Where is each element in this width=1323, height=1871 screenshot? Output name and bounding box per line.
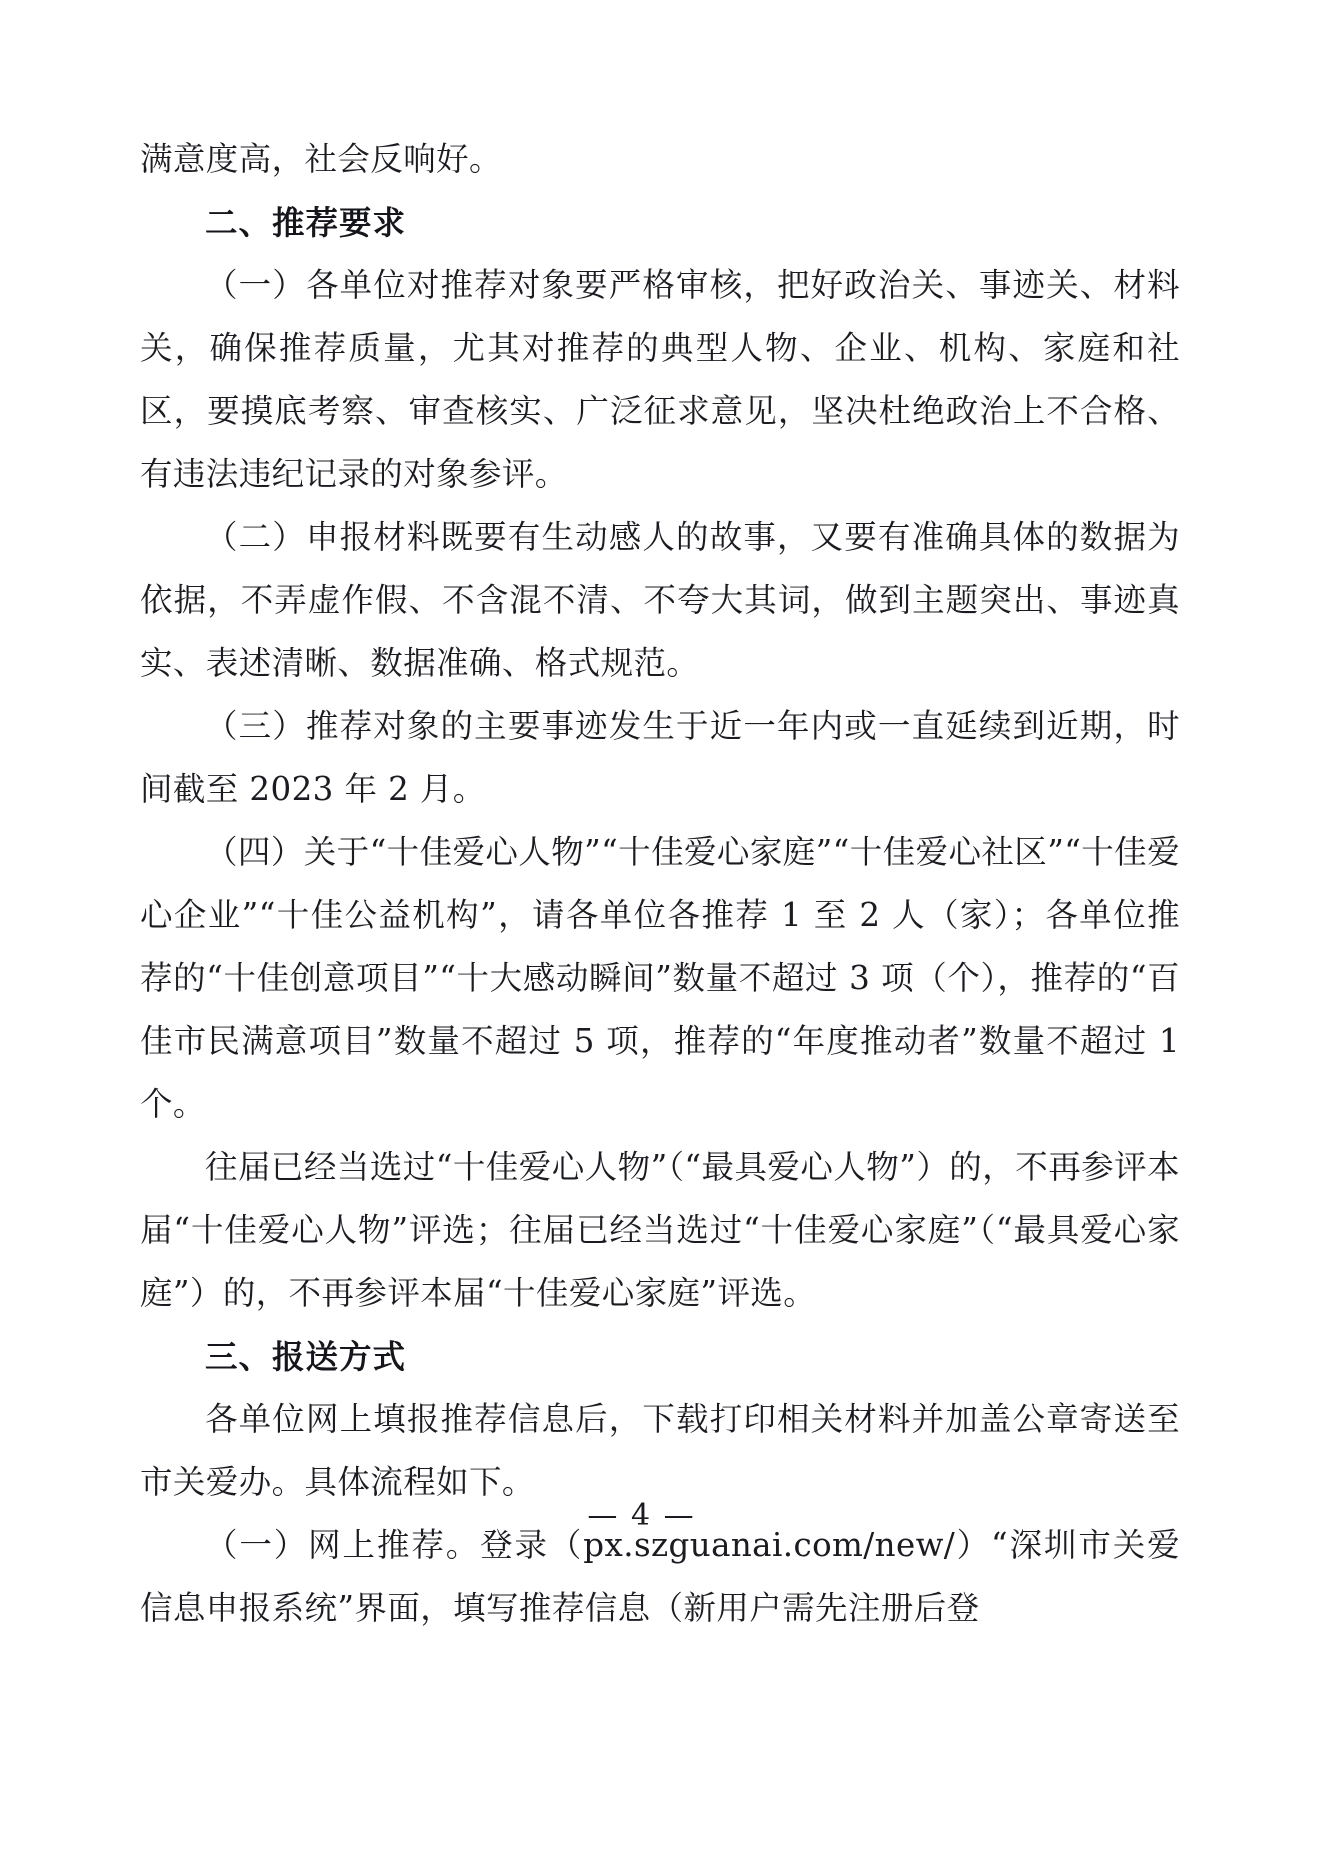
paragraph-continuation: 满意度高，社会反响好。 [140,140,502,178]
page-number-text: — 4 — [587,1498,696,1533]
paragraph-item-4: （四）关于“十佳爱心人物”“十佳爱心家庭”“十佳爱心社区”“十佳爱心企业”“十佳公益机构”，请各单位各推荐 1 至 2 人（家）；各单位推荐的“十佳创意项目”“十大感动瞬间”数量不超过 3 项（个），推荐的“百佳市民满意项目”数量不超过 5 项，推荐的“年度推动者”数量不超过 1 个。 [140,833,1180,1123]
page-number [0,1498,1323,1533]
paragraph-item-2: （二）申报材料既要有生动感人的故事，又要有准确具体的数据为依据，不弄虚作假、不含混不清、不夸大其词，做到主题突出、事迹真实、表述清晰、数据准确、格式规范。 [140,518,1180,682]
section-heading-submission-method: 三、报送方式 [205,1337,407,1376]
paragraph-submission-intro: 各单位网上填报推荐信息后，下载打印相关材料并加盖公章寄送至市关爱办。具体流程如下。 [140,1400,1180,1501]
paragraph-item-4-note: 往届已经当选过“十佳爱心人物”（“最具爱心人物”）的，不再参评本届“十佳爱心人物”评选；往届已经当选过“十佳爱心家庭”（“最具爱心家庭”）的，不再参评本届“十佳爱心家庭”评选。 [140,1148,1180,1312]
paragraph-item-1: （一）各单位对推荐对象要严格审核，把好政治关、事迹关、材料关，确保推荐质量，尤其对推荐的典型人物、企业、机构、家庭和社区，要摸底考察、审查核实、广泛征求意见，坚决杜绝政治上不合格、有违法违纪记录的对象参评。 [140,266,1180,493]
document-body [140,128,1180,1640]
paragraph-item-3: （三）推荐对象的主要事迹发生于近一年内或一直延续到近期，时间截至 2023 年 2 月。 [140,707,1180,808]
section-heading-recommendation-requirements: 二、推荐要求 [205,203,407,242]
paragraph-online-recommendation: （一）网上推荐。登录（px.szguanai.com/new/）“深圳市关爱信息申报系统”界面，填写推荐信息（新用户需先注册后登 [140,1526,1180,1627]
